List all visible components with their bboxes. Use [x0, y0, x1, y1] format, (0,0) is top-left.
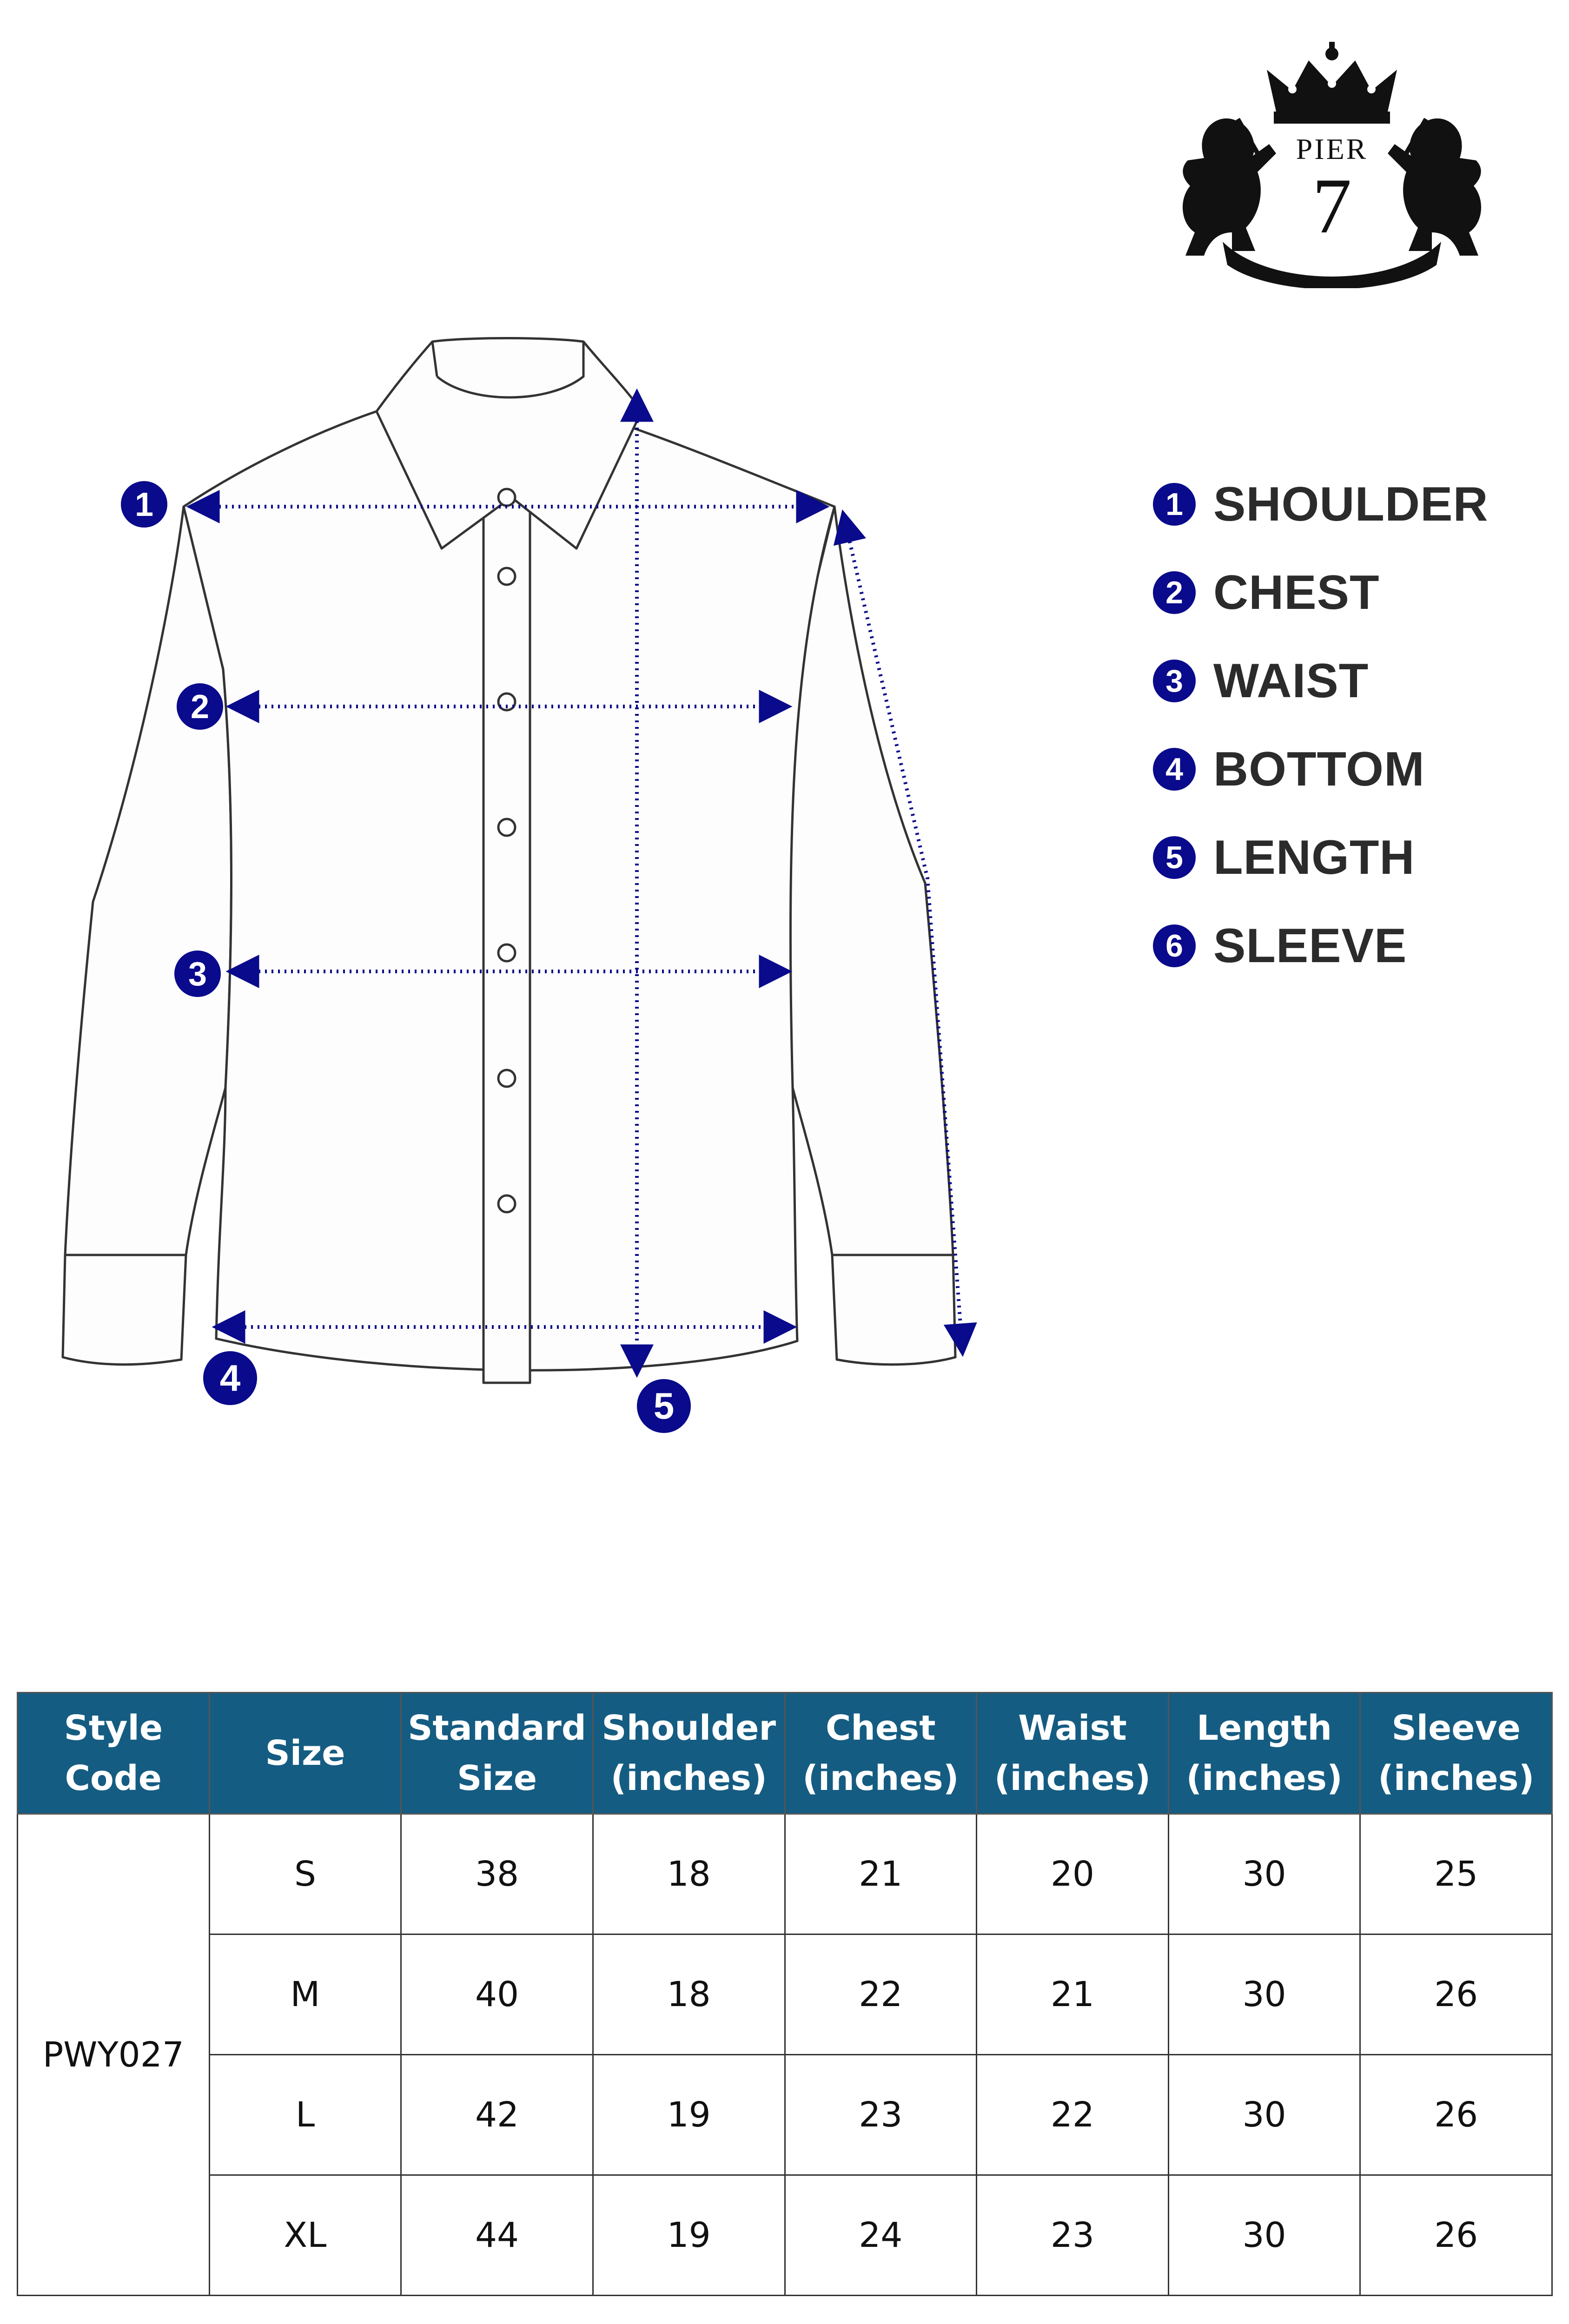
table-cell: 30 — [1168, 2055, 1360, 2175]
legend-label: SHOULDER — [1213, 477, 1489, 531]
style-code-cell: PWY027 — [18, 1814, 210, 2296]
table-cell: M — [209, 1934, 401, 2055]
header-shoulder: Shoulder (inches) — [593, 1693, 785, 1814]
svg-text:7: 7 — [1312, 162, 1352, 250]
table-row — [18, 1814, 1552, 1934]
header-size: Size — [209, 1693, 401, 1814]
legend-label: BOTTOM — [1213, 742, 1425, 796]
svg-text:1: 1 — [134, 486, 154, 523]
legend-number: 6 — [1153, 924, 1196, 967]
table-cell: 38 — [401, 1814, 593, 1934]
legend-item-waist — [1153, 637, 1553, 725]
table-header-row — [18, 1693, 1552, 1814]
right-lion-icon — [1388, 118, 1481, 256]
table-cell: 20 — [977, 1814, 1169, 1934]
table-cell: 25 — [1360, 1814, 1552, 1934]
table-row — [18, 2055, 1552, 2175]
right-sleeve — [787, 507, 953, 1255]
left-cuff — [63, 1255, 186, 1365]
crown-icon — [1267, 42, 1397, 124]
table-cell: 44 — [401, 2175, 593, 2296]
svg-text:4: 4 — [219, 1357, 241, 1399]
table-row — [18, 2175, 1552, 2296]
svg-text:PIER: PIER — [1296, 132, 1368, 165]
table-cell: 40 — [401, 1934, 593, 2055]
shirt-diagram — [0, 297, 1023, 1459]
legend-label: SLEEVE — [1213, 918, 1407, 973]
table-cell: 30 — [1168, 1934, 1360, 2055]
svg-text:2: 2 — [190, 688, 210, 726]
legend-number: 3 — [1153, 660, 1196, 702]
table-cell: L — [209, 2055, 401, 2175]
table-cell: 30 — [1168, 2175, 1360, 2296]
table-cell: 19 — [593, 2055, 785, 2175]
left-sleeve — [65, 507, 232, 1255]
header-style-code: Style Code — [18, 1693, 210, 1814]
table-cell: 22 — [785, 1934, 977, 2055]
header-waist: Waist (inches) — [977, 1693, 1169, 1814]
legend-label: WAIST — [1213, 654, 1369, 708]
table-cell: 19 — [593, 2175, 785, 2296]
legend-item-bottom — [1153, 725, 1553, 813]
pier7-crest-logo — [1176, 37, 1488, 288]
table-cell: 24 — [785, 2175, 977, 2296]
legend-item-chest — [1153, 548, 1553, 637]
table-cell: 23 — [977, 2175, 1169, 2296]
legend-label: LENGTH — [1213, 830, 1415, 885]
legend-number: 5 — [1153, 836, 1196, 879]
legend-item-shoulder — [1153, 460, 1553, 548]
table-cell: XL — [209, 2175, 401, 2296]
header-length: Length (inches) — [1168, 1693, 1360, 1814]
legend-item-length — [1153, 813, 1553, 902]
header-sleeve: Sleeve (inches) — [1360, 1693, 1552, 1814]
table-cell: 42 — [401, 2055, 593, 2175]
table-cell: 21 — [977, 1934, 1169, 2055]
table-cell: 21 — [785, 1814, 977, 1934]
table-cell: 18 — [593, 1934, 785, 2055]
table-row — [18, 1934, 1552, 2055]
svg-text:5: 5 — [653, 1385, 675, 1426]
legend-number: 2 — [1153, 571, 1196, 614]
table-cell: 22 — [977, 2055, 1169, 2175]
table-cell: 23 — [785, 2055, 977, 2175]
button-placket — [483, 486, 530, 1383]
legend-item-sleeve — [1153, 902, 1553, 990]
table-cell: 30 — [1168, 1814, 1360, 1934]
svg-text:3: 3 — [188, 956, 207, 993]
size-table — [17, 1692, 1553, 2296]
legend-number: 4 — [1153, 748, 1196, 791]
table-cell: S — [209, 1814, 401, 1934]
table-cell: 26 — [1360, 2055, 1552, 2175]
header-standard-size: Standard Size — [401, 1693, 593, 1814]
right-cuff — [832, 1255, 955, 1365]
legend-number: 1 — [1153, 483, 1196, 526]
header-chest: Chest (inches) — [785, 1693, 977, 1814]
legend-label: CHEST — [1213, 565, 1380, 620]
table-cell: 26 — [1360, 2175, 1552, 2296]
table-cell: 18 — [593, 1814, 785, 1934]
left-lion-icon — [1183, 118, 1276, 256]
measurement-legend — [1153, 460, 1553, 990]
table-cell: 26 — [1360, 1934, 1552, 2055]
